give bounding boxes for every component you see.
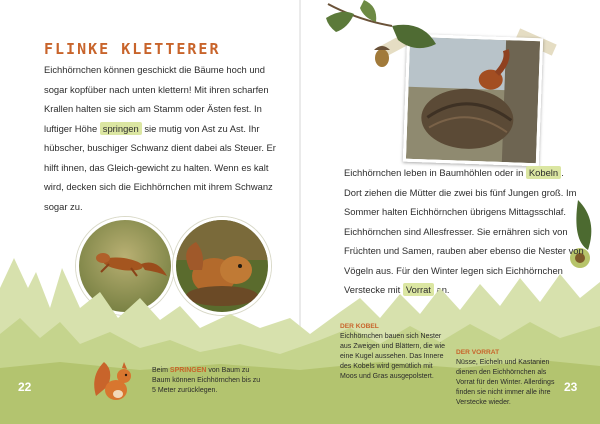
vorrat-heading: DER VORRAT: [456, 349, 500, 356]
left-text-part1: Eichhörnchen können geschickt die Bäume hoch und sogar kopfüber nach unten klettern! Mit ihren scharfen Krallen halten sie sich am Stamm oder Ästen fest. In luftiger Höhe: [44, 64, 269, 134]
page-number-left: 22: [18, 380, 32, 394]
right-text-part2: . Dort ziehen die Mütter die zwei bis fünf Jungen groß. Im Sommer halten Eichhörnchen übrigens Mittagsschlaf. Eichhörnchen sind Allesfresser. Sie ernähren sich von Früchten und Samen, rauben aber ebenso die Nester von Vögeln aus. Für den Winter legen sich Eichhörnchen Verstecke mit: [344, 167, 584, 295]
vorrat-info-box: [456, 348, 564, 408]
squirrel-illustration: [92, 356, 136, 402]
oak-branch-illustration: [318, 0, 448, 85]
page-title: FLINKE KLETTERER: [44, 40, 221, 58]
caption-part1: Beim: [152, 367, 170, 374]
right-text-part1: Eichhörnchen leben in Baumhöhlen oder in: [344, 167, 526, 178]
kobel-heading: DER KOBEL: [340, 323, 379, 330]
kobel-text: Eichhörnchen bauen sich Nester aus Zweigen und Blättern, die wie eine Kugel aussehen. Das Innere des Kobels wird gemütlich mit Moos und Gras ausgepolstert.: [340, 333, 446, 380]
kobel-info-box: [340, 322, 450, 382]
left-body-text: [44, 60, 288, 216]
highlight-kobeln: Kobeln: [526, 166, 561, 179]
page-number-right: 23: [564, 380, 578, 394]
left-text-part2: sie mutig von Ast zu Ast. Ihr hübscher, buschiger Schwanz dient dabei als Steuer. Er hilft ihnen, das Gleich-gewicht zu halten. Wenn es kalt wird, decken sich die Eichhörnchen mit ihrem Schwanz sogar zu.: [44, 122, 276, 212]
vorrat-text: Nüsse, Eicheln und Kastanien dienen den Eichhörnchen als Vorrat für den Winter. Allerdings finden sie nicht immer alle ihre Verstecke wieder.: [456, 359, 555, 406]
highlight-springen: springen: [100, 122, 142, 135]
jump-caption: [152, 366, 264, 396]
highlight-vorrat: Vorrat: [403, 283, 434, 296]
right-text-part3: an.: [433, 284, 450, 295]
caption-part2: von Baum zu Baum können Eichhörnchen bis zu 5 Meter zurücklegen.: [152, 367, 261, 394]
caption-springen: SPRINGEN: [169, 367, 207, 374]
